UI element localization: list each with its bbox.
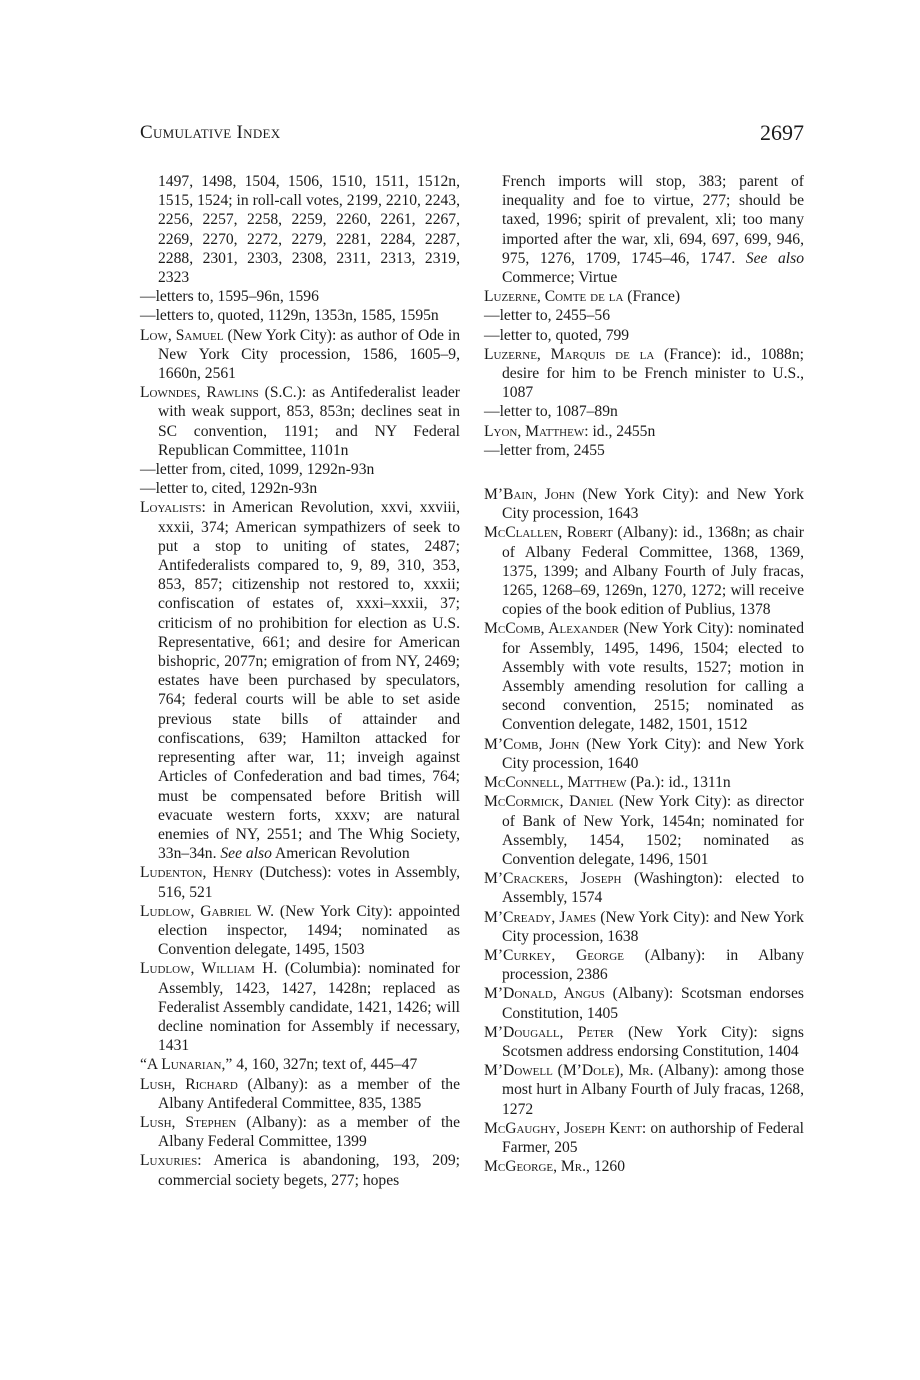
section-gap — [484, 460, 804, 485]
index-headword: Lowndes, Rawlins — [140, 384, 259, 402]
index-entry — [484, 735, 804, 773]
index-text: (S.C.): as Antifederalist leader with weak support, 853, 853n; declines seat in SC convention, 1191; and NY Federal Republican Committee, 1101n — [158, 384, 460, 459]
index-headword: McGaughy, Joseph Kent — [484, 1119, 642, 1137]
index-text: (Albany): as a member of the Albany Federal Committee, 1399 — [158, 1113, 460, 1151]
index-text: —letters to, quoted, 1129n, 1353n, 1585, 1595n — [140, 307, 439, 325]
index-text: —letter to, quoted, 799 — [484, 326, 630, 344]
index-entry — [140, 959, 460, 1055]
index-text: —letters to, 1595–96n, 1596 — [140, 288, 319, 306]
index-headword: Ludlow, Gabriel W. — [140, 902, 275, 920]
index-entry — [484, 523, 804, 619]
index-column-left — [140, 172, 460, 1190]
index-entry — [140, 902, 460, 960]
index-text: (Albany): among those most hurt in Albany Fourth of July fracas, 1268, 1272 — [502, 1062, 804, 1118]
index-entry — [484, 422, 804, 441]
index-entry — [140, 1113, 460, 1151]
index-text: Commerce; Virtue — [502, 269, 618, 287]
index-entry — [484, 287, 804, 306]
see-also-label: See also — [220, 845, 272, 863]
index-text: French imports will stop, 383; parent of inequality and foe to virtue, 277; should be taxed, 1996; spirit of prevalent, xli; too many imported after the war, xli, 694, 697, 699, 946, 975, 1276, 1709, 1745–46, 1747. — [502, 173, 804, 267]
index-entry — [484, 402, 804, 421]
index-headword: M’Comb, John — [484, 735, 580, 753]
index-headword: M’Dowell (M’Dole), Mr. — [484, 1062, 654, 1080]
index-headword: M’Dougall, Peter — [484, 1023, 614, 1041]
index-entry — [484, 326, 804, 345]
index-text: (Washington): elected to Assembly, 1574 — [502, 870, 804, 907]
index-column-right — [484, 172, 804, 1176]
index-headword: M’Curkey, George — [484, 946, 624, 964]
index-headword: Loyalists — [140, 499, 202, 517]
index-text: ,” 4, 160, 327n; text of, 445–47 — [221, 1056, 418, 1074]
index-text: American Revolution — [271, 845, 410, 863]
index-text: —letter from, cited, 1099, 1292n-93n — [140, 461, 375, 479]
index-headword: Lunarian — [161, 1056, 222, 1074]
index-text: , 1260 — [586, 1158, 626, 1176]
index-text: (New York City): and New York City procession, 1640 — [502, 735, 804, 772]
index-text: (Pa.): id., 1311n — [626, 774, 731, 792]
index-headword: McConnell, Matthew — [484, 774, 627, 792]
index-headword: Lush, Stephen — [140, 1113, 237, 1131]
index-entry — [140, 863, 460, 901]
index-entry — [140, 1151, 460, 1189]
index-text: : in American Revolution, xxvi, xxviii, xxxii, 374; American sympathizers of seek to put a stop to uniting of states, 2487; Antifederalists compared to, 9, 89, 310, 353, 853, 857; citizenship not restored to, xxxii; confiscation of estates of, xxxi–xxxii, 37; criticism of no prohibition for election as U.S. Representative, 661; and desire for American bishopric, 2077n; emigration of from NY, 2469; estates have been purchased by speculators, 764; federal courts will be able to set aside previous state bills of attainder and confiscations, 639; Hamilton attacked for representing after war, 11; inveigh against Articles of Confederation and bad times, 764; must be compensated before British will evacuate western forts, xxxv; are natural enemies of NY, 2551; and The Whig Society, 33n–34n. — [158, 499, 460, 863]
index-entry — [484, 984, 804, 1022]
index-text: (New York City): appointed election inspector, 1494; nominated as Convention delegate, 1495, 1503 — [158, 902, 460, 959]
index-headword: Luzerne, Comte de la — [484, 288, 624, 306]
index-entry — [140, 498, 460, 863]
index-entry — [484, 869, 804, 907]
index-text: —letter to, cited, 1292n-93n — [140, 480, 318, 498]
index-entry — [484, 1157, 804, 1176]
index-text: —letter from, 2455 — [484, 441, 605, 459]
index-entry — [484, 1119, 804, 1157]
index-text: (New York City): and New York City procession, 1638 — [502, 908, 804, 945]
index-text: “A — [140, 1056, 162, 1074]
index-entry — [140, 479, 460, 498]
index-entry — [484, 345, 804, 403]
see-also-label: See also — [745, 249, 804, 267]
index-entry — [484, 946, 804, 984]
index-headword: McClallen, Robert — [484, 524, 613, 542]
index-entry-continuation — [484, 172, 804, 287]
index-headword: M’Bain, John — [484, 486, 575, 504]
index-text: (France) — [623, 288, 681, 306]
index-text: (New York City): nominated for Assembly, 1495, 1496, 1504; elected to Assembly with vote results, 1527; motion in Assembly amending resolution for calling a second convention, 2515; nominated as Convention delegate, 1482, 1501, 1512 — [502, 620, 804, 734]
index-headword: Ludlow, William H. — [140, 960, 278, 978]
index-text: (New York City): as author of Ode in New York City procession, 1586, 1605–9, 1660n, 2561 — [158, 326, 461, 383]
index-text: (Albany): Scotsman endorses Constitution, 1405 — [502, 985, 804, 1022]
index-text: —letter to, 1087–89n — [484, 403, 618, 421]
index-entry — [484, 792, 804, 869]
index-headword: M’Crackers, Joseph — [484, 870, 622, 888]
index-headword: McGeorge, Mr. — [484, 1158, 587, 1176]
index-entry — [140, 326, 460, 384]
index-headword: Luxuries — [140, 1152, 198, 1170]
index-entry — [140, 306, 460, 325]
index-text: : id., 2455n — [584, 422, 656, 440]
index-headword: M’Donald, Angus — [484, 985, 605, 1003]
index-headword: M’Cready, James — [484, 908, 597, 926]
index-text: (New York City): and New York City procession, 1643 — [502, 486, 804, 523]
index-entry — [484, 485, 804, 523]
index-headword: McComb, Alexander — [484, 620, 619, 638]
index-text: 1497, 1498, 1504, 1506, 1510, 1511, 1512n, 1515, 1524; in roll-call votes, 2199, 2210, 2243, 2256, 2257, 2258, 2259, 2260, 2261, 2267, 2269, 2270, 2272, 2279, 2281, 2284, 2287, 2288, 2301, 2303, 2308, 2311, 2313, 2319, 2323 — [158, 173, 460, 287]
index-entry — [484, 619, 804, 734]
index-text: (Dutchess): votes in Assembly, 516, 521 — [158, 864, 460, 901]
index-headword: Low, Samuel — [140, 326, 224, 344]
index-text: —letter to, 2455–56 — [484, 307, 611, 325]
index-entry — [484, 908, 804, 946]
index-entry — [140, 1075, 460, 1113]
index-entry — [484, 773, 804, 792]
index-headword: McCormick, Daniel — [484, 793, 614, 811]
index-entry — [484, 1023, 804, 1061]
index-text: (New York City): as director of Bank of New York, 1454n; nominated for Assembly, 1454, 1502; nominated as Convention delegate, 1496, 1501 — [502, 793, 805, 868]
index-text: (Albany): in Albany procession, 2386 — [502, 946, 804, 984]
index-text: : America is abandoning, 193, 209; commercial society begets, 277; hopes — [158, 1152, 460, 1189]
index-headword: Ludenton, Henry — [140, 864, 254, 882]
index-text: (France): id., 1088n; desire for him to be French minister to U.S., 1087 — [502, 345, 804, 402]
index-entry — [140, 287, 460, 306]
index-text: (New York City): signs Scotsmen address endorsing Constitution, 1404 — [502, 1023, 805, 1060]
index-entry — [484, 441, 804, 460]
index-headword: Lyon, Matthew — [484, 422, 585, 440]
index-entry — [484, 1061, 804, 1119]
index-entry — [140, 383, 460, 460]
index-text: (Albany): as a member of the Albany Antifederal Committee, 835, 1385 — [158, 1075, 460, 1112]
index-entry — [484, 306, 804, 325]
index-text: : on authorship of Federal Farmer, 205 — [502, 1119, 804, 1156]
running-head: Cumulative Index — [140, 122, 281, 143]
index-text: (Albany): id., 1368n; as chair of Albany Federal Committee, 1368, 1369, 1375, 1399; and Albany Fourth of July fracas, 1265, 1268–69, 1269n, 1270, 1272; will receive copies of the book edition of Publius, 1378 — [502, 524, 804, 619]
index-entry — [140, 1055, 460, 1074]
index-text: (Columbia): nominated for Assembly, 1423, 1427, 1428n; replaced as Federalist Assembly candidate, 1421, 1426; will decline nomination for Assembly if necessary, 1431 — [158, 960, 460, 1055]
index-headword: Luzerne, Marquis de la — [484, 345, 655, 363]
index-entry-continuation — [140, 172, 460, 287]
index-headword: Lush, Richard — [140, 1075, 238, 1093]
page-number: 2697 — [760, 120, 804, 145]
index-entry — [140, 460, 460, 479]
